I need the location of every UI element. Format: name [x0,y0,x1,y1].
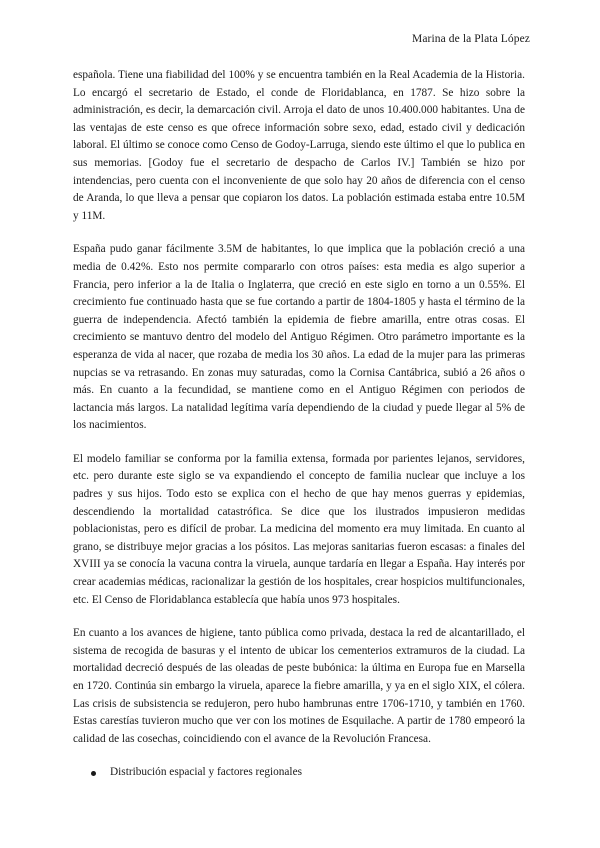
paragraph-family-model: El modelo familiar se conforma por la familia extensa, formada por parientes lejanos, servidores, etc. pero durante este siglo se va expandiendo el concepto de familia nuclear que incluye a los padres y sus hijos. Todo esto se explica con el hecho de que hay menos guerras y epidemias, descendiendo la mortalidad catastrófica. Se dice que los ilustrados impusieron medidas poblacionistas, pero es difícil de probar. La medicina del momento era muy limitada. En cuanto al grano, se distribuye mejor gracias a los pósitos. Las mejoras sanitarias fueron escasas: a finales del XVIII ya se conocía la vacuna contra la viruela, aunque tardaría en llegar a España. Hay interés por crear academias médicas, racionalizar la gestión de los hospitales, crear hospicios multifuncionales, etc. El Censo de Floridablanca establecía que había unos 973 hospitales. [73,452,525,606]
paragraph-census: española. Tiene una fiabilidad del 100% y se encuentra también en la Real Academia de la Historia. Lo encargó el secretario de Estado, el conde de Floridablanca, en 1787. Se hizo sobre la administración, es decir, la demarcación civil. Arroja el dato de unos 10.400.000 habitantes. Una de las ventajas de este censo es que ofrece información sobre sexo, edad, estado civil y dedicación laboral. El último se conoce como Censo de Godoy-Larruga, siendo este último el que lo publica en sus memorias. [Godoy fue el secretario de despacho de Carlos IV.] También se hizo por intendencias, pero cuenta con el inconveniente de que solo hay 20 años de diferencia con el censo de Aranda, lo que lleva a pensar que copiaron los datos. La población estimada estaba entre 10.5M y 11M. [73,69,525,222]
document-body [73,67,525,782]
bullet-icon [91,771,96,776]
page-header-author: Marina de la Plata López [412,33,530,45]
bullet-label: Distribución espacial y factores regionales [110,766,302,779]
list-item [73,764,525,782]
paragraph-population-growth: España pudo ganar fácilmente 3.5M de habitantes, lo que implica que la población creció a una media de 0.42%. Esto nos permite compararlo con otros países: esta media es algo superior a Francia, pero inferior a la de Italia o Inglaterra, que creció en este siglo en torno a un 0.55%. El crecimiento fue continuado hasta que se fue cortando a partir de 1804-1805 y hasta el término de la guerra de independencia. Afectó también la epidemia de fiebre amarilla, entre otras cosas. El crecimiento se mantuvo dentro del modelo del Antiguo Régimen. Otro parámetro importante es la esperanza de vida al nacer, que rozaba de media los 30 años. La edad de la mujer para las primeras nupcias se va retrasando. En zonas muy saturadas, como la Cornisa Cantábrica, subió a 26 años o más. En cuanto a la fecundidad, se mantiene como en el Antiguo Régimen con periodos de lactancia más largos. La natalidad legítima varía dependiendo de la ciudad y puede llegar al 5% de los nacimientos. [73,243,525,432]
paragraph-hygiene: En cuanto a los avances de higiene, tanto pública como privada, destaca la red de alcantarillado, el sistema de recogida de basuras y el intento de ubicar los cementerios extramuros de la ciudad. La mortalidad decreció después de las oleadas de peste bubónica: la última en Europa fue en Marsella en 1720. Continúa sin embargo la viruela, aparece la fiebre amarilla, y ya en el siglo XIX, el cólera. Las crisis de subsistencia se redujeron, pero hubo hambrunas entre 1706-1710, y también en 1760. Estas carestías tuvieron mucho que ver con los motines de Esquilache. A partir de 1780 empeoró la calidad de las cosechas, coincidiendo con el avance de la Revolución Francesa. [73,627,525,745]
bullet-list [73,764,525,782]
